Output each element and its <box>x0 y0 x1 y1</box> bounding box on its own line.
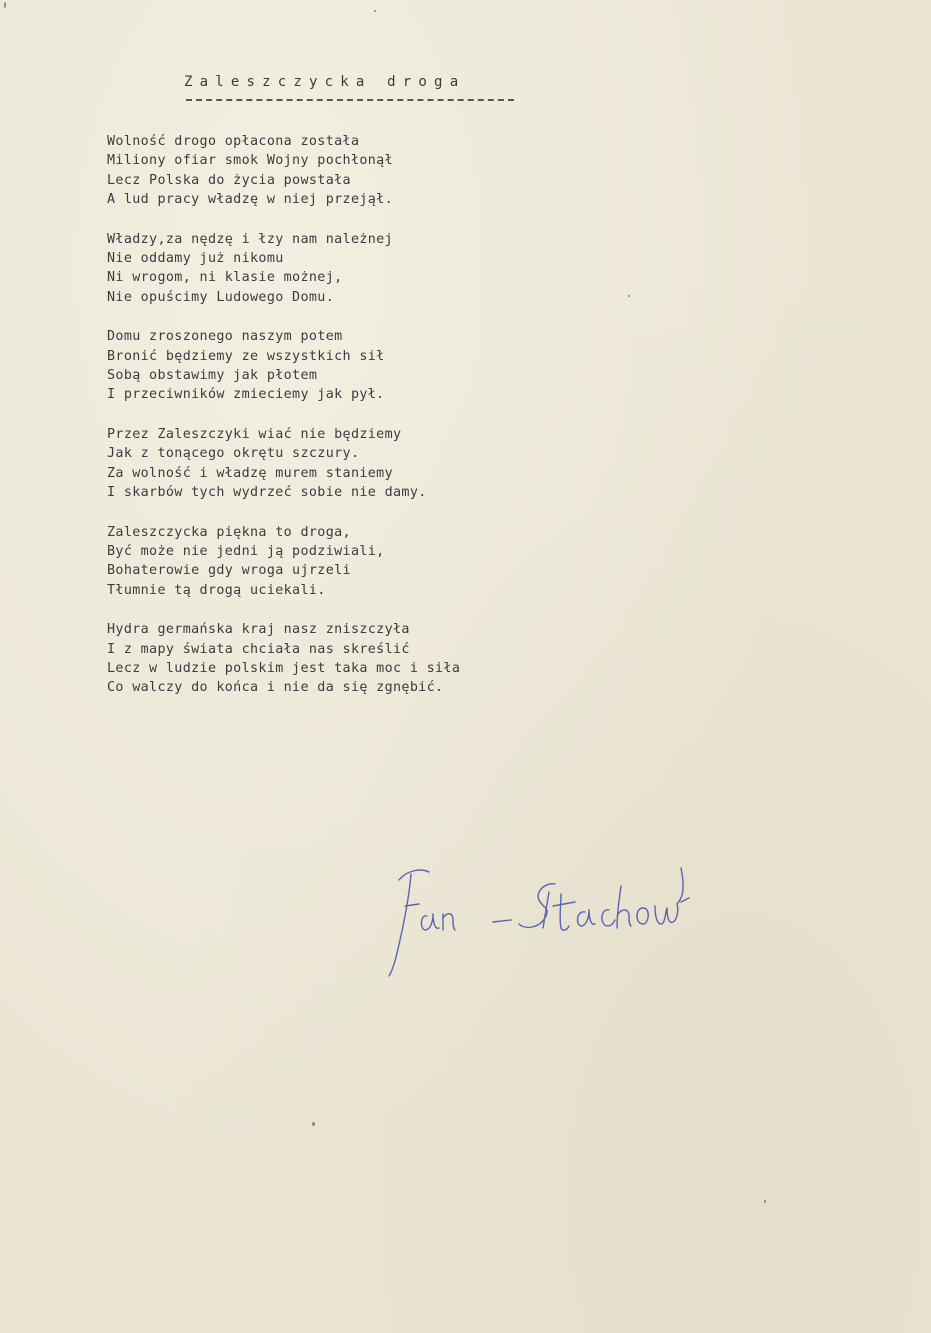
stanza <box>107 425 577 503</box>
poem-line: I przeciwników zmieciemy jak pył. <box>107 387 385 403</box>
stanza <box>107 327 577 405</box>
paper-speck <box>4 2 6 8</box>
poem-line: A lud pracy władzę w niej przejął. <box>107 192 394 208</box>
handwritten-signature <box>385 858 695 983</box>
poem-line: Lecz Polska do życia powstała <box>107 172 351 188</box>
paper-speck <box>764 1200 766 1203</box>
poem-line: Domu zroszonego naszym potem <box>107 329 343 345</box>
poem-line: Za wolność i władzę murem staniemy <box>107 465 394 481</box>
poem-line: Być może nie jedni ją podziwiali, <box>107 543 385 559</box>
poem-line: Ni wrogom, ni klasie możnej, <box>107 270 343 286</box>
paper-speck <box>312 1122 315 1126</box>
poem-line: Wolność drogo opłacona została <box>107 134 360 149</box>
poem-line: Sobą obstawimy jak płotem <box>107 368 318 384</box>
poem-line: Zaleszczycka piękna to droga, <box>107 524 351 540</box>
poem-line: Bronić będziemy ze wszystkich sił <box>107 348 385 364</box>
poem-line: Nie oddamy już nikomu <box>107 251 284 267</box>
poem-line: Lecz w ludzie polskim jest taka moc i siła <box>107 660 461 676</box>
signature-drawing <box>385 858 695 983</box>
poem-line: Co walczy do końca i nie da się zgnębić. <box>107 680 444 696</box>
stanza <box>107 132 577 210</box>
paper-speck <box>628 295 630 297</box>
poem-line: Tłumnie tą drogą uciekali. <box>107 582 326 598</box>
poem-line: Nie opuścimy Ludowego Domu. <box>107 289 335 305</box>
poem-line: Miliony ofiar smok Wojny pochłonął <box>107 153 394 169</box>
stanza <box>107 620 577 698</box>
poem-line: Jak z tonącego okrętu szczury. <box>107 446 360 462</box>
poem-line: I z mapy świata chciała nas skreślić <box>107 641 410 657</box>
poem-line: I skarbów tych wydrzeć sobie nie damy. <box>107 485 427 501</box>
poem-line: Władzy,za nędzę i łzy nam należnej <box>107 231 394 247</box>
poem-line: Bohaterowie gdy wroga ujrzeli <box>107 563 351 579</box>
poem-line: Hydra germańska kraj nasz zniszczyła <box>107 622 410 638</box>
paper-speck <box>374 10 376 12</box>
stanza <box>107 230 577 308</box>
poem-body <box>107 132 577 718</box>
poem-title: Zaleszczycka droga <box>184 74 466 90</box>
poem-line: Przez Zaleszczyki wiać nie będziemy <box>107 426 402 442</box>
stanza <box>107 523 577 601</box>
title-underline <box>186 99 514 101</box>
